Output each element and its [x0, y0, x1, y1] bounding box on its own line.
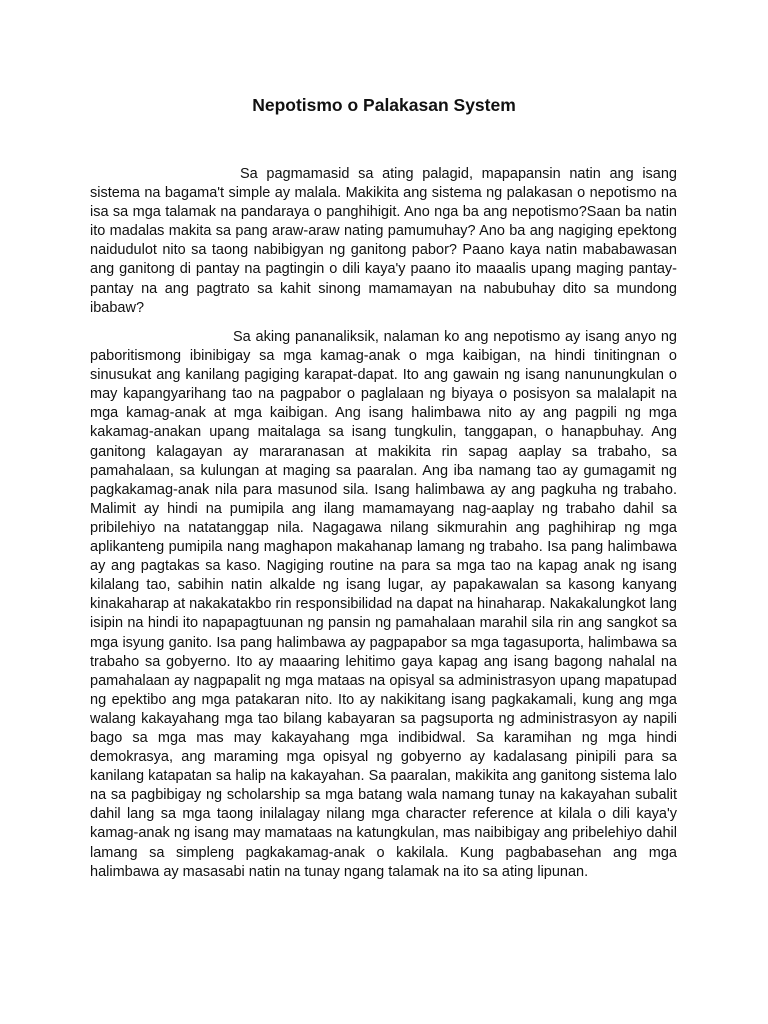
document-title: Nepotismo o Palakasan System: [252, 95, 516, 115]
paragraph-2: Sa aking pananaliksik, nalaman ko ang nepotismo ay isang anyo ng paboritismong ibinibigay sa mga kamag-anak o mga kaibigan, na hindi tinitingnan o sinusukat ang kanilang pagiging karapat-dapat. Ito ang gawain ng isang nanunungkulan o may kapangyarihang tao na pagpabor o paglalaan ng biyaya o posisyon sa malalapit na mga kamag-anak at mga kaibigan. Ang isang halimbawa nito ay ang pagpili ng mga kakamag-anakan upang maitalaga sa isang tungkulin, tanggapan, o hanapbuhay. Ang ganitong kalagayan ay mararanasan at makikita rin sapag aaplay sa trabaho, sa pamahalaan, sa kulungan at maging sa paaralan. Ang iba namang tao ay gumagamit ng pagkakamag-anak nila para masunod sila. Isang halimbawa ay ang pagkuha ng trabaho. Malimit ay hindi na pumipila ang ilang mamamayang nag-aaplay ng trabaho dahil sa pribilehiyo na natatanggap nila. Nagagawa nilang sikmurahin ang paghihirap ng mga aplikanteng pumipila nang maghapon makahanap lamang ng trabaho. Isa pang halimbawa ay ang pagtakas sa kaso. Nagiging routine na para sa mga tao na kapag anak ng isang kilalang tao, sabihin natin alkalde ng isang lugar, ay papakawalan sa kasong kanyang kinakaharap at nakakatakbo rin responsibilidad na dapat na hinaharap. Nakakalungkot lang isipin na hindi ito napapagtuunan ng pansin ng pamahalaan marahil sila rin ang sangkot sa mga isyung ganito. Isa pang halimbawa ay pagpapabor sa mga tagasuporta, halimbawa sa trabaho sa gobyerno. Ito ay maaaring lehitimo gaya kapag ang isang bagong nahalal na pamahalaan ay nagpapalit ng mga mataas na opisyal sa administrasyon upang mapatupad ng epektibo ang mga patakaran nito. Ito ay nakikitang isang pagkakamali, kung ang mga walang kakayahang mga tao bilang kabayaran sa pagsuporta ng administrasyon ay napili bago sa mga mas may kakayahang mga indibidwal. Sa karamihan ng mga hindi demokrasya, ang maraming mga opisyal ng gobyerno ay kadalasang pinipili para sa kanilang katapatan sa halip na kakayahan. Sa paaralan, makikita ang ganitong sistema lalo na sa pagbibigay ng scholarship sa mga batang wala namang tunay na kakayahan subalit dahil lang sa mga taong inilalagay nilang mga character reference at kilala o dili kaya'y kamag-anak ng isang may mamataas na katungkulan, mas naibibigay ang pribelehiyo dahil lamang sa simpleng pagkakamag-anak o kakilala. Kung pagbabasehan ang mga halimbawa ay masasabi natin na tunay ngang talamak na ito sa ating lipunan.: [90, 329, 677, 880]
paragraph-1: Sa pagmamasid sa ating palagid, mapapansin natin ang isang sistema na bagama't simple ay malala. Makikita ang sistema ng palakasan o nepotismo na isa sa mga talamak na pandaraya o panghihigit. Ano nga ba ang nepotismo?Saan ba natin ito madalas makita sa pang araw-araw nating pamumuhay? Ano ba ang nagiging epektong naidudulot nito sa taong nabibigyan ng ganitong pabor? Paano kaya natin mababawasan ang ganitong di pantay na pagtingin o dili kaya'y paano ito maaalis upang maging pantay-pantay na ang pagtrato sa kahit sinong mamamayan na nabubuhay dito sa mundong ibabaw?: [90, 166, 677, 316]
